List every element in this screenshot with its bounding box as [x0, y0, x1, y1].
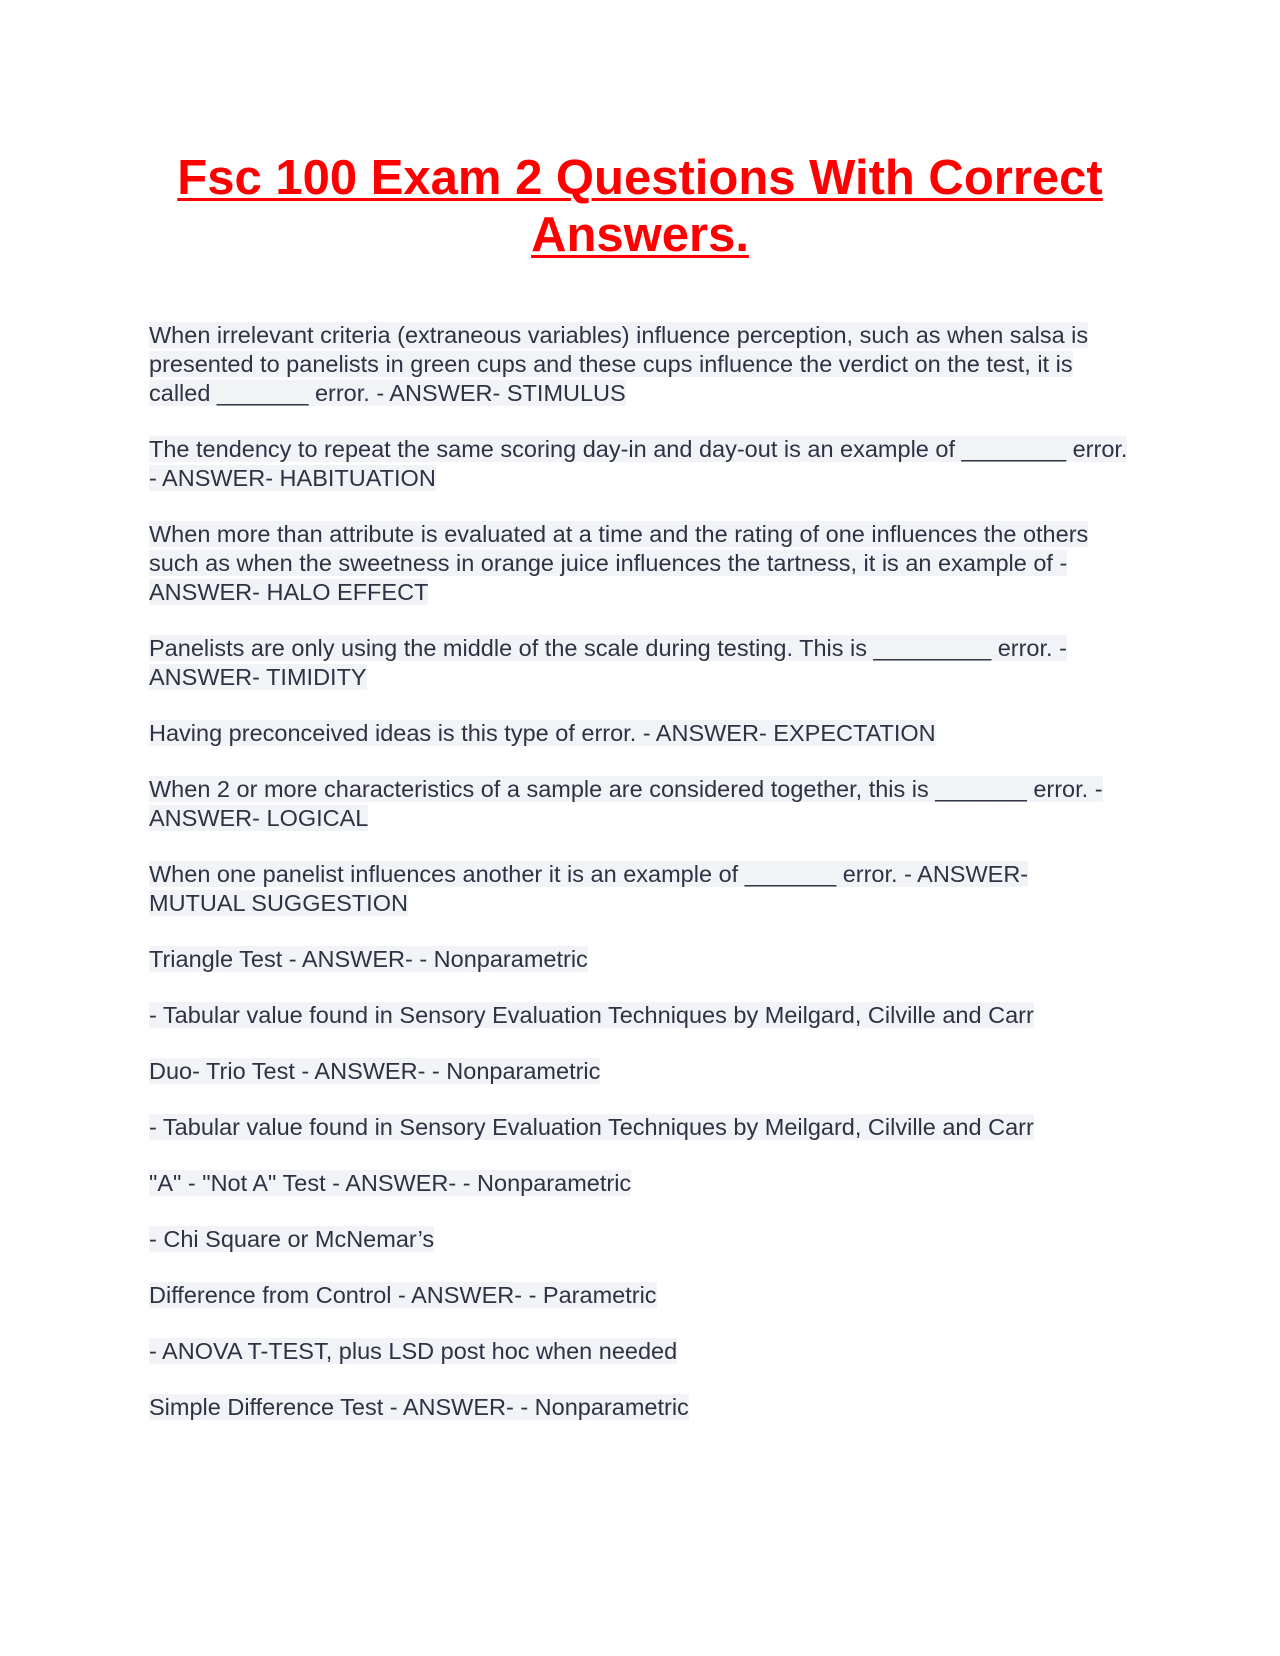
qa-text: Having preconceived ideas is this type of error. - ANSWER- EXPECTATION: [149, 720, 936, 746]
qa-text: Duo- Trio Test - ANSWER- - Nonparametric: [149, 1058, 601, 1084]
qa-list: [149, 321, 1129, 1449]
qa-item: [149, 775, 1129, 833]
qa-item: [149, 1169, 1129, 1198]
qa-text: When 2 or more characteristics of a sample are considered together, this is _______ error. - ANSWER- LOGICAL: [149, 776, 1103, 831]
qa-item: [149, 1337, 1129, 1366]
qa-text: When more than attribute is evaluated at a time and the rating of one influences the others such as when the sweetness in orange juice influences the tartness, it is an example of - ANSWER- HALO EFFECT: [149, 521, 1089, 605]
qa-text: Triangle Test - ANSWER- - Nonparametric: [149, 946, 588, 972]
qa-item: [149, 435, 1129, 493]
qa-text: When one panelist influences another it is an example of _______ error. - ANSWER- MUTUAL SUGGESTION: [149, 861, 1029, 916]
document-title: Fsc 100 Exam 2 Questions With Correct Answers.: [177, 151, 1103, 262]
qa-item: [149, 719, 1129, 748]
qa-item: [149, 945, 1129, 974]
qa-text: The tendency to repeat the same scoring day-in and day-out is an example of ________ error. - ANSWER- HABITUATION: [149, 436, 1128, 491]
qa-text: When irrelevant criteria (extraneous variables) influence perception, such as when salsa is presented to panelists in green cups and these cups influence the verdict on the test, it is called _______ error. - ANSWER- STIMULUS: [149, 322, 1089, 406]
qa-item: [149, 1057, 1129, 1086]
qa-text: "A" - "Not A" Test - ANSWER- - Nonparametric: [149, 1170, 632, 1196]
qa-item: [149, 1001, 1129, 1030]
qa-item: [149, 1393, 1129, 1422]
qa-item: [149, 1225, 1129, 1254]
qa-text: - Chi Square or McNemar’s: [149, 1226, 435, 1252]
qa-text: - ANOVA T-TEST, plus LSD post hoc when needed: [149, 1338, 678, 1364]
qa-item: [149, 634, 1129, 692]
qa-item: [149, 321, 1129, 408]
qa-item: [149, 520, 1129, 607]
qa-text: Simple Difference Test - ANSWER- - Nonparametric: [149, 1394, 689, 1420]
qa-text: Difference from Control - ANSWER- - Parametric: [149, 1282, 657, 1308]
qa-item: [149, 1113, 1129, 1142]
qa-item: [149, 860, 1129, 918]
qa-text: - Tabular value found in Sensory Evaluation Techniques by Meilgard, Cilville and Carr: [149, 1002, 1034, 1028]
qa-item: [149, 1281, 1129, 1310]
qa-text: - Tabular value found in Sensory Evaluation Techniques by Meilgard, Cilville and Carr: [149, 1114, 1034, 1140]
qa-text: Panelists are only using the middle of the scale during testing. This is _________ error. - ANSWER- TIMIDITY: [149, 635, 1067, 690]
